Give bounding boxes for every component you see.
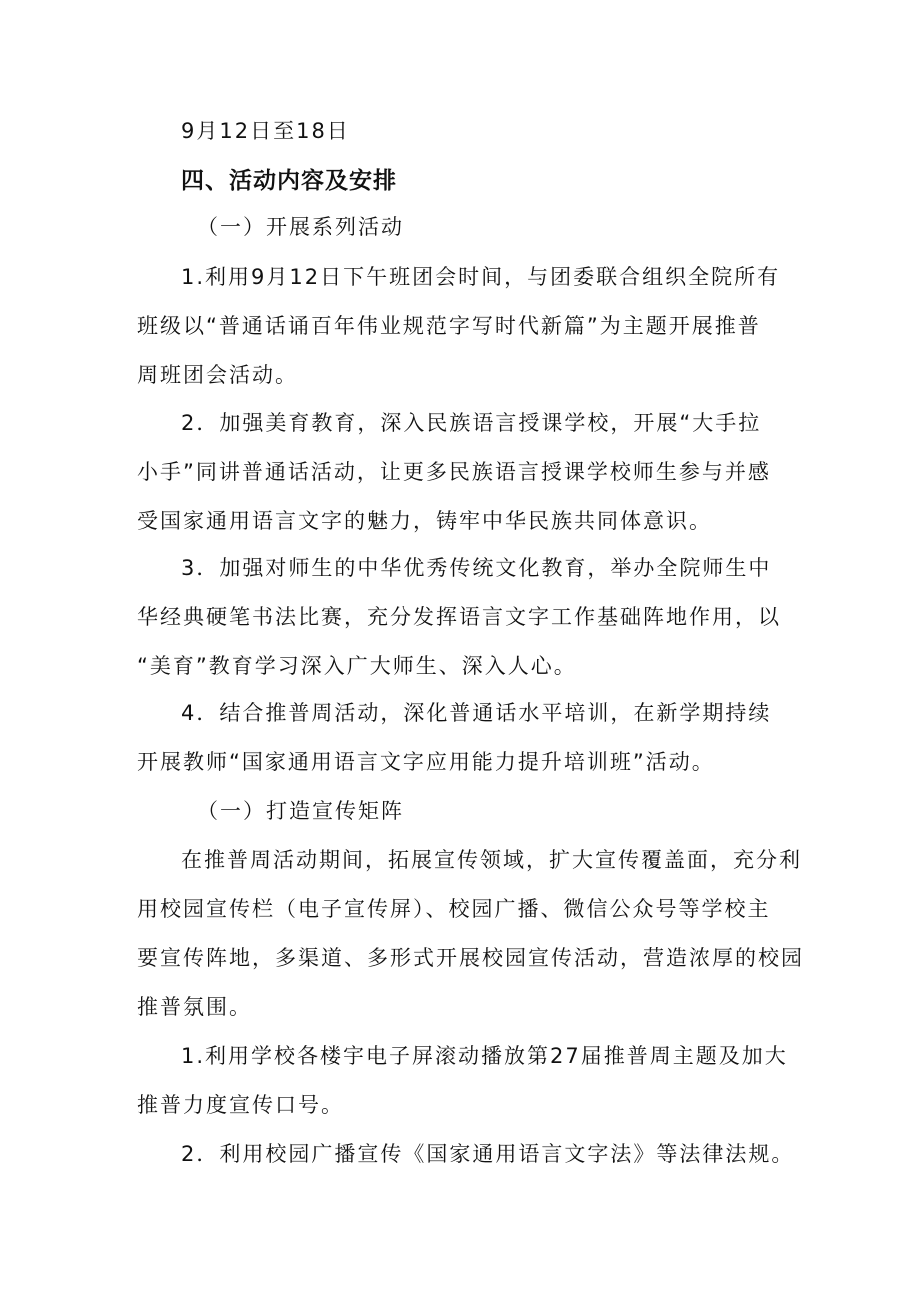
paragraph-line: 4．结合推普周活动，深化普通话水平培训，在新学期持续 — [181, 701, 772, 725]
paragraph-line: 推普力度宣传口号。 — [137, 1093, 344, 1117]
paragraph-line: 1.利用学校各楼宇电子屏滚动播放第27届推普周主题及加大 — [181, 1044, 788, 1068]
paragraph-line: 小手”同讲普通话活动，让更多民族语言授课学校师生参与并感 — [137, 460, 771, 484]
paragraph-line: 用校园宣传栏（电子宣传屏）、校园广播、微信公众号等学校主 — [137, 897, 771, 921]
paragraph-line: 开展教师“国家通用语言文字应用能力提升培训班”活动。 — [137, 750, 715, 774]
paragraph-line: 推普氛围。 — [137, 995, 252, 1019]
paragraph-line: 华经典硬笔书法比赛，充分发挥语言文字工作基础阵地作用，以 — [137, 605, 781, 629]
paragraph-line: 3．加强对师生的中华优秀传统文化教育，举办全院师生中 — [181, 556, 772, 580]
paragraph-line: 受国家通用语言文字的魅力，铸牢中华民族共同体意识。 — [137, 509, 712, 533]
paragraph-line: 1.利用9月12日下午班团会时间，与团委联合组织全院所有 — [181, 265, 781, 289]
paragraph-line: 周班团会活动。 — [137, 363, 298, 387]
subsection-title-publicity: （一）打造宣传矩阵 — [197, 799, 404, 823]
paragraph-line: “美育”教育学习深入广大师生、深入人心。 — [137, 654, 577, 678]
date-line: 9月12日至18日 — [181, 119, 350, 143]
paragraph-line: 2．加强美育教育，深入民族语言授课学校，开展“大手拉 — [181, 411, 762, 435]
subsection-title-activities: （一）开展系列活动 — [197, 215, 404, 239]
section-heading: 四、活动内容及安排 — [181, 168, 397, 194]
paragraph-line: 要宣传阵地，多渠道、多形式开展校园宣传活动，营造浓厚的校园 — [137, 946, 804, 970]
paragraph-line: 在推普周活动期间，拓展宣传领域，扩大宣传覆盖面，充分利 — [181, 848, 802, 872]
paragraph-line: 班级以“普通话诵百年伟业规范字写时代新篇”为主题开展推普 — [137, 314, 761, 338]
paragraph-line: 2．利用校园广播宣传《国家通用语言文字法》等法律法规。 — [181, 1142, 795, 1166]
